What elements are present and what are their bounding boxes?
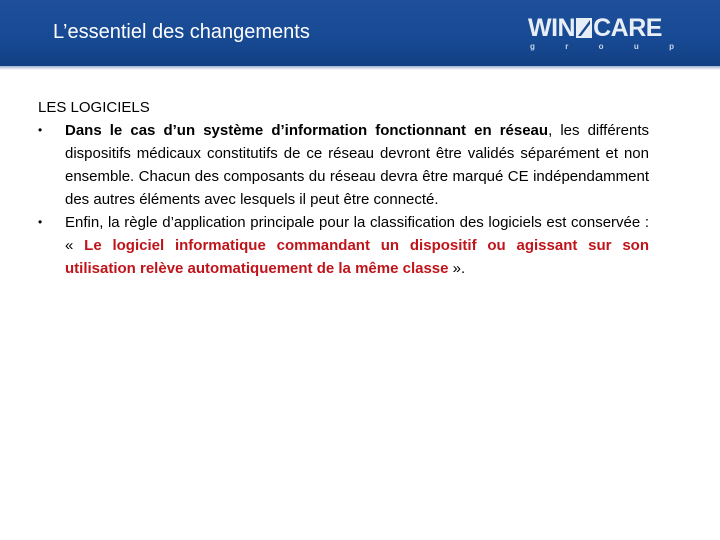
bullet-text: ». bbox=[448, 260, 466, 277]
logo-wordmark bbox=[528, 14, 662, 43]
header-bar bbox=[0, 0, 720, 66]
bullet-text: Enfin, la règle d’application principale pour la classification des logiciels est conservée : « bbox=[65, 214, 649, 254]
section-heading: LES LOGICIELS bbox=[38, 99, 150, 116]
logo-subtitle bbox=[530, 42, 674, 51]
bullet-item bbox=[38, 119, 649, 211]
logo-sub-letter: u bbox=[633, 42, 639, 51]
bullet-dot: • bbox=[38, 123, 43, 137]
logo-sub-letter: r bbox=[565, 42, 569, 51]
logo-sub-letter: o bbox=[598, 42, 604, 51]
wincare-logo bbox=[528, 14, 678, 54]
logo-text-right: CARE bbox=[593, 14, 662, 42]
bullet-item bbox=[38, 211, 649, 280]
header-divider bbox=[0, 66, 720, 70]
slide-body bbox=[38, 96, 649, 280]
bullet-dot: • bbox=[38, 215, 43, 229]
bullet-highlight-text: Le logiciel informatique commandant un dispositif ou agissant sur son utilisation relève automatiquement de la même classe bbox=[65, 237, 649, 277]
logo-text-left: WIN bbox=[528, 14, 576, 42]
page-title: L’essentiel des changements bbox=[53, 21, 310, 43]
bullet-text: , les différents dispositifs médicaux constitutifs de ce réseau devront être validés séparément et non ensemble. Chacun des composants du réseau devra être marqué CE indépendamment des autres éléments avec lesquels il peut être connecté. bbox=[65, 122, 650, 208]
logo-sub-letter: p bbox=[669, 42, 674, 51]
logo-sub-letter: g bbox=[530, 42, 535, 51]
logo-slash-mark-icon bbox=[576, 18, 592, 38]
bullet-bold-text: Dans le cas d’un système d’information fonctionnant en réseau bbox=[65, 122, 549, 139]
